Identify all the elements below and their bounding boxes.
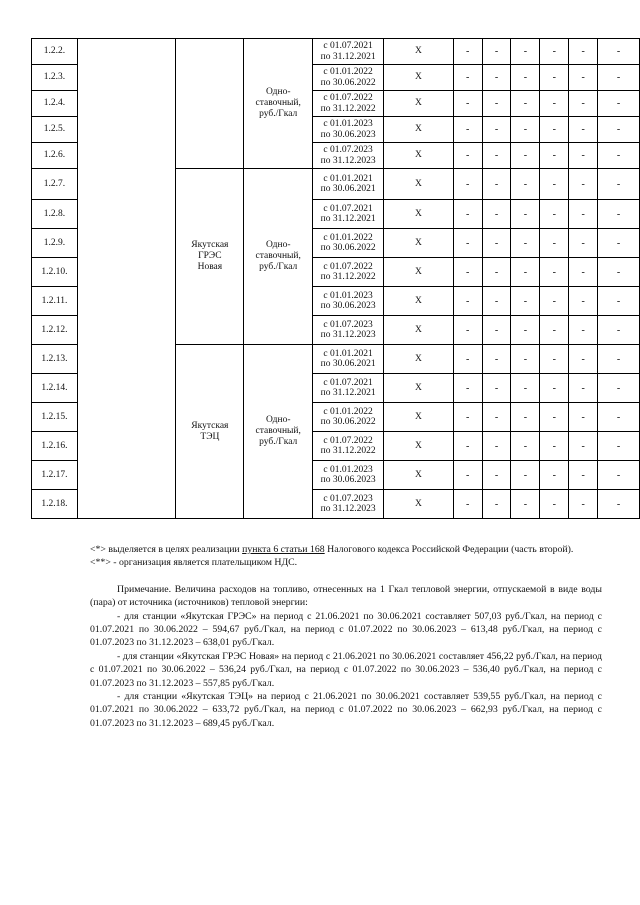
empty-value-cell: - <box>482 316 511 345</box>
blank-merged-cell <box>77 39 176 519</box>
empty-value-cell: - <box>569 345 598 374</box>
row-number-cell: 1.2.3. <box>32 65 78 91</box>
empty-value-cell: - <box>569 39 598 65</box>
empty-value-cell: - <box>598 403 640 432</box>
empty-value-cell: - <box>598 229 640 258</box>
empty-value-cell: - <box>453 316 482 345</box>
rate-type-cell: Одно- ставочный, руб./Гкал <box>244 345 313 519</box>
period-cell: с 01.01.2021 по 30.06.2021 <box>313 345 384 374</box>
period-cell: с 01.07.2022 по 31.12.2022 <box>313 91 384 117</box>
empty-value-cell: - <box>598 374 640 403</box>
empty-value-cell: - <box>569 287 598 316</box>
empty-value-cell: - <box>511 345 540 374</box>
empty-value-cell: - <box>482 169 511 200</box>
period-cell: с 01.01.2022 по 30.06.2022 <box>313 403 384 432</box>
mark-cell: X <box>384 65 454 91</box>
empty-value-cell: - <box>482 461 511 490</box>
empty-value-cell: - <box>453 432 482 461</box>
mark-cell: X <box>384 432 454 461</box>
empty-value-cell: - <box>511 143 540 169</box>
empty-value-cell: - <box>569 169 598 200</box>
empty-value-cell: - <box>540 490 569 519</box>
empty-value-cell: - <box>453 200 482 229</box>
period-cell: с 01.07.2021 по 31.12.2021 <box>313 200 384 229</box>
empty-value-cell: - <box>453 345 482 374</box>
empty-value-cell: - <box>511 39 540 65</box>
period-cell: с 01.01.2022 по 30.06.2022 <box>313 229 384 258</box>
empty-value-cell: - <box>511 229 540 258</box>
row-number-cell: 1.2.13. <box>32 345 78 374</box>
empty-value-cell: - <box>511 461 540 490</box>
row-number-cell: 1.2.4. <box>32 91 78 117</box>
empty-value-cell: - <box>511 200 540 229</box>
empty-value-cell: - <box>482 403 511 432</box>
row-number-cell: 1.2.11. <box>32 287 78 316</box>
empty-value-cell: - <box>598 461 640 490</box>
empty-value-cell: - <box>482 374 511 403</box>
empty-value-cell: - <box>482 287 511 316</box>
empty-value-cell: - <box>540 432 569 461</box>
row-number-cell: 1.2.5. <box>32 117 78 143</box>
empty-value-cell: - <box>453 229 482 258</box>
empty-value-cell: - <box>569 374 598 403</box>
row-number-cell: 1.2.12. <box>32 316 78 345</box>
row-number-cell: 1.2.6. <box>32 143 78 169</box>
empty-value-cell: - <box>598 143 640 169</box>
empty-value-cell: - <box>540 461 569 490</box>
period-cell: с 01.07.2023 по 31.12.2023 <box>313 143 384 169</box>
empty-value-cell: - <box>569 316 598 345</box>
empty-value-cell: - <box>482 65 511 91</box>
note-yakutsk-grs: - для станции «Якутская ГРЭС» на период с 21.06.2021 по 30.06.2021 составляет 507,03 руб./Гкал, на период с 01.07.2021 по 30.06.2022 – 594,67 руб./Гкал, на период с 01.07.2022 по 30.06.2023 – 613,48 руб./Гкал, на период с 01.07.2023 по 31.12.2023 – 638,01 руб./Гкал. <box>90 610 602 649</box>
row-number-cell: 1.2.14. <box>32 374 78 403</box>
mark-cell: X <box>384 287 454 316</box>
empty-value-cell: - <box>540 258 569 287</box>
empty-value-cell: - <box>482 39 511 65</box>
empty-value-cell: - <box>453 461 482 490</box>
row-number-cell: 1.2.18. <box>32 490 78 519</box>
empty-value-cell: - <box>540 403 569 432</box>
mark-cell: X <box>384 91 454 117</box>
empty-value-cell: - <box>511 169 540 200</box>
row-number-cell: 1.2.7. <box>32 169 78 200</box>
empty-value-cell: - <box>540 287 569 316</box>
mark-cell: X <box>384 258 454 287</box>
empty-value-cell: - <box>540 143 569 169</box>
empty-value-cell: - <box>453 287 482 316</box>
empty-value-cell: - <box>540 374 569 403</box>
footnote-vat-allocation: <*> выделяется в целях реализации пункта 6 статьи 168 Налогового кодекса Российской Федерации (часть второй). <box>90 544 574 555</box>
station-name-cell <box>176 39 244 169</box>
period-cell: с 01.01.2022 по 30.06.2022 <box>313 65 384 91</box>
empty-value-cell: - <box>598 117 640 143</box>
empty-value-cell: - <box>598 432 640 461</box>
empty-value-cell: - <box>569 490 598 519</box>
empty-value-cell: - <box>511 316 540 345</box>
empty-value-cell: - <box>598 258 640 287</box>
rate-type-cell: Одно- ставочный, руб./Гкал <box>244 169 313 345</box>
empty-value-cell: - <box>453 403 482 432</box>
period-cell: с 01.07.2021 по 31.12.2021 <box>313 374 384 403</box>
empty-value-cell: - <box>540 345 569 374</box>
station-name-cell: Якутская ТЭЦ <box>176 345 244 519</box>
mark-cell: X <box>384 169 454 200</box>
empty-value-cell: - <box>453 65 482 91</box>
row-number-cell: 1.2.10. <box>32 258 78 287</box>
period-cell: с 01.07.2023 по 31.12.2023 <box>313 490 384 519</box>
period-cell: с 01.07.2022 по 31.12.2022 <box>313 258 384 287</box>
mark-cell: X <box>384 229 454 258</box>
mark-cell: X <box>384 117 454 143</box>
row-number-cell: 1.2.15. <box>32 403 78 432</box>
row-number-cell: 1.2.8. <box>32 200 78 229</box>
mark-cell: X <box>384 200 454 229</box>
table-row <box>32 39 640 65</box>
empty-value-cell: - <box>511 403 540 432</box>
empty-value-cell: - <box>569 229 598 258</box>
tax-code-link[interactable]: пункта 6 статьи 168 <box>242 544 325 555</box>
period-cell: с 01.07.2022 по 31.12.2022 <box>313 432 384 461</box>
empty-value-cell: - <box>511 65 540 91</box>
tariff-table <box>31 38 640 519</box>
empty-value-cell: - <box>569 91 598 117</box>
empty-value-cell: - <box>511 374 540 403</box>
empty-value-cell: - <box>482 490 511 519</box>
mark-cell: X <box>384 39 454 65</box>
empty-value-cell: - <box>482 200 511 229</box>
mark-cell: X <box>384 345 454 374</box>
row-number-cell: 1.2.9. <box>32 229 78 258</box>
empty-value-cell: - <box>453 117 482 143</box>
empty-value-cell: - <box>598 65 640 91</box>
empty-value-cell: - <box>540 65 569 91</box>
period-cell: с 01.01.2023 по 30.06.2023 <box>313 461 384 490</box>
empty-value-cell: - <box>453 143 482 169</box>
empty-value-cell: - <box>569 403 598 432</box>
empty-value-cell: - <box>598 39 640 65</box>
empty-value-cell: - <box>540 39 569 65</box>
empty-value-cell: - <box>511 117 540 143</box>
note-yakutsk-tec: - для станции «Якутская ТЭЦ» на период с 21.06.2021 по 30.06.2021 составляет 539,55 руб./Гкал, на период с 01.07.2021 по 30.06.2022 – 633,72 руб./Гкал, на период с 01.07.2022 по 30.06.2023 – 662,93 руб./Гкал, на период с 01.07.2023 по 31.12.2023 – 689,45 руб./Гкал. <box>90 691 602 729</box>
empty-value-cell: - <box>453 258 482 287</box>
empty-value-cell: - <box>569 258 598 287</box>
empty-value-cell: - <box>598 169 640 200</box>
empty-value-cell: - <box>569 432 598 461</box>
empty-value-cell: - <box>482 258 511 287</box>
empty-value-cell: - <box>482 91 511 117</box>
empty-value-cell: - <box>598 200 640 229</box>
row-number-cell: 1.2.17. <box>32 461 78 490</box>
empty-value-cell: - <box>569 143 598 169</box>
mark-cell: X <box>384 490 454 519</box>
empty-value-cell: - <box>569 200 598 229</box>
mark-cell: X <box>384 461 454 490</box>
row-number-cell: 1.2.16. <box>32 432 78 461</box>
empty-value-cell: - <box>598 287 640 316</box>
empty-value-cell: - <box>511 287 540 316</box>
empty-value-cell: - <box>511 432 540 461</box>
mark-cell: X <box>384 316 454 345</box>
empty-value-cell: - <box>482 117 511 143</box>
note-yakutsk-grs-new: - для станции «Якутская ГРЭС Новая» на период с 21.06.2021 по 30.06.2021 составляет 456,22 руб./Гкал, на период с 01.07.2021 по 30.06.2022 – 536,24 руб./Гкал, на период с 01.07.2022 по 30.06.2023 – 536,40 руб./Гкал, на период с 01.07.2023 по 31.12.2023 – 557,85 руб./Гкал. <box>90 650 602 689</box>
mark-cell: X <box>384 374 454 403</box>
empty-value-cell: - <box>482 345 511 374</box>
empty-value-cell: - <box>453 490 482 519</box>
empty-value-cell: - <box>453 39 482 65</box>
period-cell: с 01.01.2023 по 30.06.2023 <box>313 117 384 143</box>
empty-value-cell: - <box>598 91 640 117</box>
empty-value-cell: - <box>453 374 482 403</box>
empty-value-cell: - <box>598 316 640 345</box>
empty-value-cell: - <box>540 200 569 229</box>
empty-value-cell: - <box>540 229 569 258</box>
empty-value-cell: - <box>482 432 511 461</box>
empty-value-cell: - <box>569 117 598 143</box>
empty-value-cell: - <box>540 117 569 143</box>
empty-value-cell: - <box>511 490 540 519</box>
empty-value-cell: - <box>482 229 511 258</box>
empty-value-cell: - <box>540 169 569 200</box>
empty-value-cell: - <box>540 91 569 117</box>
empty-value-cell: - <box>453 91 482 117</box>
footnote-vat-payer: <**> - организация является плательщиком НДС. <box>90 557 298 569</box>
notes-section <box>90 543 602 730</box>
period-cell: с 01.01.2021 по 30.06.2021 <box>313 169 384 200</box>
mark-cell: X <box>384 403 454 432</box>
empty-value-cell: - <box>482 143 511 169</box>
empty-value-cell: - <box>598 345 640 374</box>
empty-value-cell: - <box>453 169 482 200</box>
empty-value-cell: - <box>598 490 640 519</box>
empty-value-cell: - <box>511 258 540 287</box>
empty-value-cell: - <box>569 65 598 91</box>
empty-value-cell: - <box>540 316 569 345</box>
period-cell: с 01.07.2021 по 31.12.2021 <box>313 39 384 65</box>
empty-value-cell: - <box>569 461 598 490</box>
mark-cell: X <box>384 143 454 169</box>
station-name-cell: Якутская ГРЭС Новая <box>176 169 244 345</box>
empty-value-cell: - <box>511 91 540 117</box>
row-number-cell: 1.2.2. <box>32 39 78 65</box>
rate-type-cell: Одно- ставочный, руб./Гкал <box>244 39 313 169</box>
period-cell: с 01.01.2023 по 30.06.2023 <box>313 287 384 316</box>
period-cell: с 01.07.2023 по 31.12.2023 <box>313 316 384 345</box>
note-remark: Примечание. Величина расходов на топливо, отнесенных на 1 Гкал тепловой энергии, отпускаемой в виде воды (пара) от источника (источников) тепловой энергии: <box>90 583 602 609</box>
